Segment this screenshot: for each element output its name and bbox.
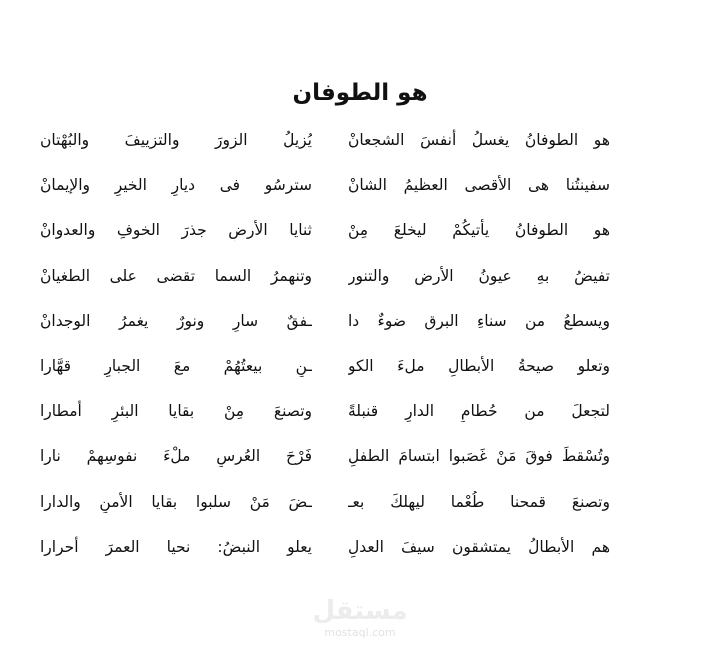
verse-first-hemistich: وتعلو صيحةُ الأبطالِ ملءَ الكو (348, 356, 610, 375)
verse (40, 304, 610, 349)
verse (40, 530, 610, 575)
verse-first-hemistich: تفيضُ بهِ عيونُ الأرض والتنور (348, 266, 610, 285)
verse (40, 349, 610, 394)
mostaql-watermark (304, 596, 416, 644)
poem-title: هو الطوفان (292, 80, 428, 106)
verse-first-hemistich: سفينتُنا هى الأقصى العظيمُ الشانْ (348, 176, 610, 195)
verse-first-hemistich: هو الطوفانُ يغسلُ أنفسَ الشجعانْ (348, 131, 610, 149)
verse (40, 213, 610, 258)
verse (40, 485, 610, 530)
verse-second-hemistich: وتصنعَ مِنْ بقايا البئرِ أمطارا (40, 402, 312, 421)
verse-second-hemistich: وتنهمرُ السما تقضى على الطغيانْ (40, 266, 312, 285)
verse-first-hemistich: لتجعلَ من حُطامِ الدارِ قنبلةً (348, 402, 610, 421)
verse-first-hemistich: وتصنعَ قمحنا طُعْما ليهلكَ بعـ (348, 492, 610, 511)
verse-second-hemistich: سترسُو فى ديارِ الخيرِ والإيمانْ (40, 176, 312, 195)
watermark-logo-text: مستقل (312, 596, 408, 626)
verse (40, 394, 610, 439)
verse-second-hemistich: ثنايا الأرضِ جذرَ الخوفِ والعدوانْ (40, 221, 312, 240)
verse-first-hemistich: هو الطوفانُ يأتيكُمْ ليخلعَ مِنْ (348, 221, 610, 240)
verse-second-hemistich: يعلو النبضُ: نحيا العمرَ أحرارا (40, 537, 312, 556)
verse-second-hemistich: ـضَ مَنْ سلبوا بقايا الأمنِ والدارا (40, 492, 312, 511)
verse (40, 168, 610, 213)
verse (40, 439, 610, 484)
verse (40, 259, 610, 304)
verse-second-hemistich: يُزيلُ الزورَ والتزييفَ والبُهْتان (40, 131, 312, 149)
verse-second-hemistich: ـفقٌ سارٍ ونورٌ يغمرُ الوجدانْ (40, 311, 312, 330)
verse (40, 123, 610, 168)
watermark-url: mostaql.com (324, 626, 396, 639)
verse-second-hemistich: ـنِ بيعتُهُمْ معَ الجبارِ قهَّارا (40, 356, 312, 375)
verse-first-hemistich: هم الأبطالُ يمتشقون سيفَ العدلِ (348, 537, 610, 556)
verse-second-hemistich: فَرْحَ العُرسِ ملْءَ نفوسِهمْ نارا (40, 447, 312, 466)
verse-first-hemistich: ويسطعُ من سناءِ البرق ضوءٌ دا (348, 311, 610, 330)
verse-first-hemistich: وتُسْقطَ فوقَ مَنْ غَصَبوا ابتسامَ الطفلِ (348, 447, 610, 466)
poem-body (40, 123, 610, 575)
